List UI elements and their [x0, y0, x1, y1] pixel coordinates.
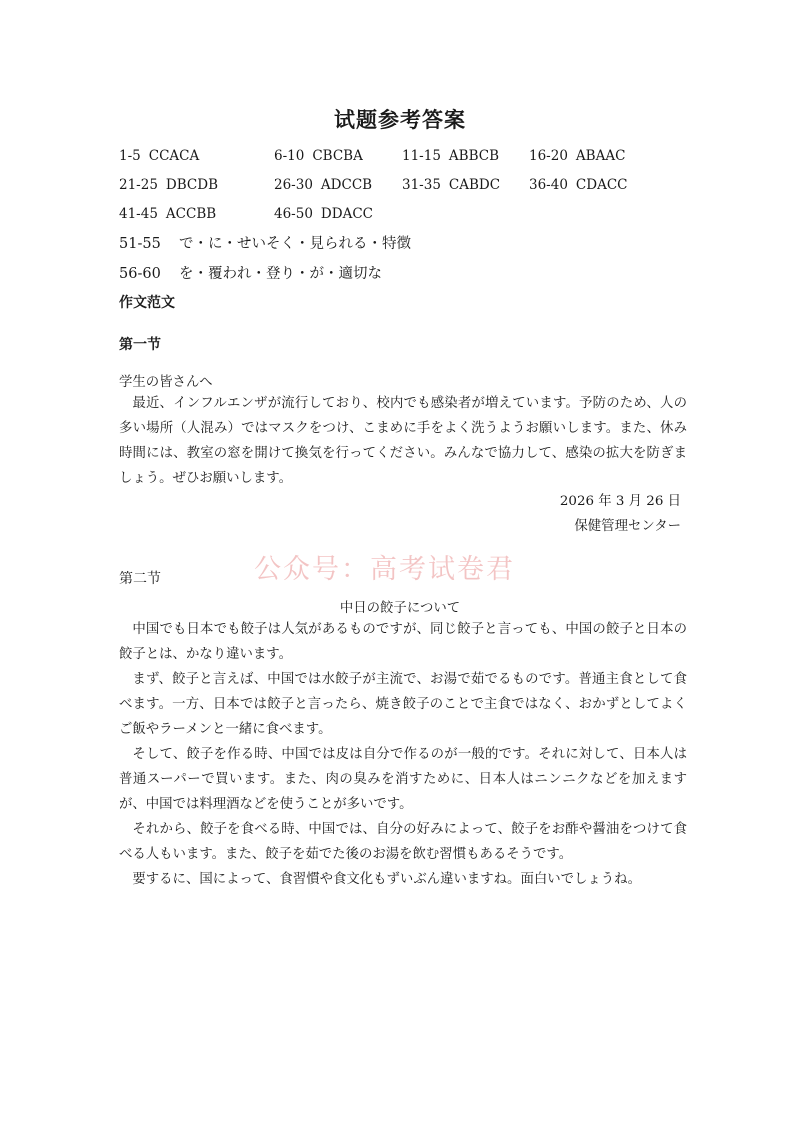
- answer-range: 26-30: [274, 177, 313, 193]
- answer-range: 41-45: [119, 206, 158, 222]
- fill-in-value: を・覆われ・登り・が・適切な: [179, 266, 382, 282]
- answer-range: 1-5: [119, 148, 141, 164]
- answer-item: [274, 174, 402, 197]
- section2-body: [119, 617, 687, 892]
- answer-item: [274, 203, 402, 226]
- section2-paragraph: 中国でも日本でも餃子は人気があるものですが、同じ餃子と言っても、中国の餃子と日本の餃子とは、かなり違います。: [119, 622, 687, 662]
- section2-paragraph: そして、餃子を作る時、中国では皮は自分で作るのが一般的です。それに対して、日本人は普通スーパーで買います。また、肉の臭みを消すために、日本人はニンニクなどを加えますが、中国では料理酒などを使うことが多いです。: [119, 747, 687, 812]
- section2-paragraph: まず、餃子と言えば、中国では水餃子が主流で、お湯で茹でるものです。普通主食として食べます。一方、日本では餃子と言ったら、焼き餃子のことで主食ではなく、おかずとしてよくご飯やラーメンと一緒に食べます。: [119, 672, 687, 737]
- answer-item: [274, 145, 402, 168]
- section2-paragraph: それから、餃子を食べる時、中国では、自分の好みによって、餃子をお酢や醤油をつけて食べる人もいます。また、餃子を茹でた後のお湯を飲む習慣もあるそうです。: [119, 822, 687, 862]
- section1-signature: 保健管理センター: [574, 519, 681, 534]
- answer-item: [529, 145, 679, 168]
- page-title: 试题参考答案: [334, 108, 466, 132]
- fill-in-value: で・に・せいそく・見られる・特徴: [179, 236, 411, 252]
- answer-value: CBCBA: [312, 148, 363, 164]
- answer-value: CDACC: [575, 177, 628, 193]
- answer-key-grid: [119, 145, 699, 226]
- answer-range: 6-10: [274, 148, 305, 164]
- answer-value: CABDC: [448, 177, 501, 193]
- section2-heading: 第二节: [119, 571, 161, 587]
- answer-range: 11-15: [402, 148, 441, 164]
- answer-value: ABAAC: [575, 148, 626, 164]
- answer-value: ACCBB: [165, 206, 217, 222]
- answer-item: [529, 174, 679, 197]
- answer-item: [402, 145, 529, 168]
- fill-in-range: 51-55: [119, 236, 161, 252]
- essay-heading: 作文范文: [119, 295, 175, 311]
- section1-date: 2026 年 3 月 26 日: [559, 494, 681, 509]
- answer-range: 31-35: [402, 177, 441, 193]
- fill-in-answer-row: [119, 232, 411, 253]
- fill-in-answer-row: [119, 262, 382, 283]
- answer-item: [402, 174, 529, 197]
- answer-range: 21-25: [119, 177, 158, 193]
- section2-paragraph: 要するに、国によって、食習慣や食文化もずいぶん違いますね。面白いでしょうね。: [132, 872, 641, 887]
- answer-value: ADCCB: [320, 177, 373, 193]
- fill-in-range: 56-60: [119, 266, 161, 282]
- section1-paragraph: 最近、インフルエンザが流行しており、校内でも感染者が増えています。予防のため、人の多い場所（人混み）ではマスクをつけ、こまめに手をよく洗うようお願いします。また、休み時間には、教室の窓を開けて換気を行ってください。みんなで協力して、感染の拡大を防ぎましょう。ぜひお願いします。: [119, 396, 687, 486]
- answer-item: [119, 203, 274, 226]
- answer-item: [119, 145, 274, 168]
- answer-item: [119, 174, 274, 197]
- answer-value: CCACA: [148, 148, 200, 164]
- section1-heading: 第一节: [119, 337, 161, 353]
- section1-body: [119, 391, 687, 491]
- watermark-text: 公众号：高考试卷君: [254, 554, 515, 585]
- section2-essay-title: 中日の餃子について: [339, 601, 461, 616]
- answer-value: DBCDB: [165, 177, 218, 193]
- answer-range: 46-50: [274, 206, 313, 222]
- answer-range: 36-40: [529, 177, 568, 193]
- answer-range: 16-20: [529, 148, 568, 164]
- answer-value: ABBCB: [448, 148, 500, 164]
- answer-value: DDACC: [320, 206, 373, 222]
- section1-greeting: 学生の皆さんへ: [119, 375, 213, 390]
